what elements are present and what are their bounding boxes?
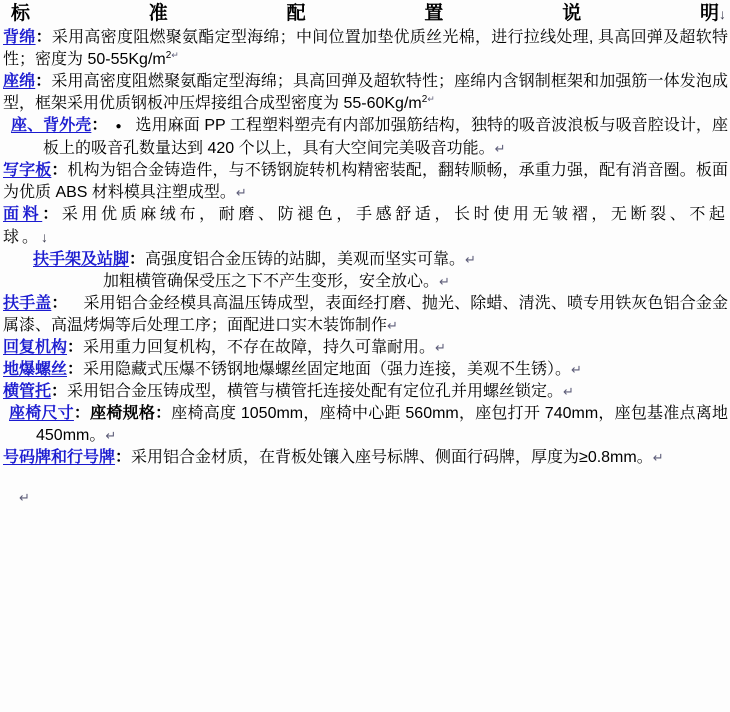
- section-body: 选用麻面 PP 工程塑料塑壳有内部加强筋结构，独特的吸音波浪板与吸音腔设计，座板上的吸音孔数量达到 420 个以上，具有大空间完美吸音功能。: [43, 117, 728, 157]
- section-tube-bracket: 横管托：采用铝合金压铸成型，横管与横管托连接处配有定位孔并用螺丝锁定。↵: [3, 383, 574, 400]
- section-body: 采用铝合金压铸成型，横管与横管托连接处配有定位孔并用螺丝锁定。: [67, 383, 564, 400]
- section-floor-bolt: 地爆螺丝：采用隐藏式压爆不锈钢地爆螺丝固定地面（强力连接，美观不生锈）。↵: [3, 361, 582, 378]
- section-label: 座、背外壳: [11, 117, 92, 134]
- section-body: 采用铝合金经模具高温压铸成型，表面经打磨、抛光、除蜡、清洗、喷专用铁灰色铝合金金属漆、高温烤焗等后处理工序；面配进口实木装饰制作: [3, 295, 728, 334]
- section-body: 采用高密度阻燃聚氨酯定型海绵；具高回弹及超软特性；座绵内含钢制框架和加强筋一体发泡成型，框架采用优质钢板冲压焊接组合成型密度为 55-60Kg/m: [3, 73, 728, 112]
- section-body: 采用重力回复机构，不存在故障，持久可靠耐用。: [83, 339, 436, 356]
- section-body: 加粗横管确保受压之下不产生变形，安全放心。: [103, 273, 440, 290]
- section-label: 号码牌和行号牌: [3, 449, 116, 466]
- line-break-mark: ↓: [41, 229, 52, 245]
- paragraph-mark: ↵: [571, 362, 582, 377]
- paragraph-mark: ↵: [652, 450, 664, 465]
- paragraph-mark: ↵: [439, 274, 450, 289]
- section-body: 高强度铝合金压铸的站脚，美观而坚实可靠。: [145, 251, 466, 268]
- section-number-plates: 号码牌和行号牌：采用铝合金材质，在背板处镶入座号标牌、侧面行码牌，厚度为≥0.8mm。↵: [3, 449, 664, 466]
- section-label: 座绵: [3, 73, 36, 90]
- paragraph-mark: ↵: [427, 93, 435, 104]
- paragraph-mark: ↵: [435, 340, 446, 355]
- section-seat-foam: 座绵：采用高密度阻燃聚氨酯定型海绵；具高回弹及超软特性；座绵内含钢制框架和加强筋一体发泡成型，框架采用优质钢板冲压焊接组合成型密度为 $55-60Kg/m^{2↵}$: [3, 73, 728, 112]
- title-char: 配: [286, 3, 306, 24]
- section-writing-board: 写字板：机构为铝合金铸造件，与不锈钢旋转机构精密装配，翻转顺畅，承重力强，配有消音圈。板面为优质 ABS 材料模具注塑成型。↵: [3, 162, 728, 201]
- section-body: 采用高密度阻燃聚氨酯定型海绵；中间位置加垫优质丝光棉，进行拉线处理, 具高回弹及超软特性；密度为 50-55Kg/m: [3, 29, 728, 68]
- section-label: 背绵: [3, 29, 36, 46]
- title-char: 说: [562, 3, 582, 24]
- document-title: [3, 2, 728, 24]
- section-label: 地爆螺丝: [3, 361, 68, 378]
- title-char: 标: [11, 3, 31, 24]
- section-seat-dimensions: 座椅尺寸：座椅规格：座椅高度 1050mm，座椅中心距 560mm，座包打开 740mm，座包基准点离地 450mm。↵: [9, 405, 728, 444]
- section-label: 回复机构: [3, 339, 68, 356]
- section-body: 座椅高度 1050mm，座椅中心距 560mm，座包打开 740mm，座包基准点离地 450mm。: [36, 405, 728, 444]
- title-char: 准: [148, 3, 168, 24]
- paragraph-mark: ↵: [171, 49, 179, 60]
- title-char-last: 明↓: [699, 3, 726, 24]
- title-char: 置: [424, 3, 444, 24]
- section-label: 扶手盖: [3, 295, 52, 312]
- section-body: 采用铝合金材质，在背板处镶入座号标牌、侧面行码牌，厚度为≥0.8mm。: [131, 449, 653, 466]
- section-label: 面料: [3, 206, 43, 223]
- paragraph-mark: ↵: [105, 428, 117, 443]
- section-body: 采用隐藏式压爆不锈钢地爆螺丝固定地面（强力连接，美观不生锈）。: [83, 361, 572, 378]
- paragraph-mark: ↵: [19, 490, 30, 505]
- section-body: 采用优质麻绒布，耐磨、防褪色，手感舒适，长时使用无皱褶，无断裂、不起球。: [3, 206, 728, 246]
- paragraph-mark: ↵: [465, 252, 476, 267]
- paragraph-mark: ↵: [494, 141, 506, 156]
- paragraph-mark: ↵: [235, 185, 247, 200]
- paragraph-mark: ↵: [563, 384, 574, 399]
- section-shell: 座、背外壳： ● 选用麻面 PP 工程塑料塑壳有内部加强筋结构，独特的吸音波浪板与吸音腔设计，座板上的吸音孔数量达到 420 个以上，具有大空间完美吸音功能。↵: [11, 117, 728, 157]
- section-fabric: 面料：采用优质麻绒布，耐磨、防褪色，手感舒适，长时使用无皱褶，无断裂、不起球。↓: [3, 206, 728, 246]
- section-label: 扶手架及站脚: [33, 251, 130, 268]
- superscript: 2↵: [165, 49, 179, 61]
- section-back-foam: 背绵：采用高密度阻燃聚氨酯定型海绵；中间位置加垫优质丝光棉，进行拉线处理, 具高回弹及超软特性；密度为 $50-55Kg/m^{2↵}$: [3, 29, 728, 68]
- section-sublabel: 座椅规格：: [90, 405, 172, 422]
- bullet-icon: ●: [115, 121, 122, 132]
- trailing-paragraph-mark: [19, 487, 728, 509]
- paragraph-mark: ↵: [387, 318, 398, 333]
- line-break-mark: ↓: [719, 6, 726, 22]
- section-armrest-cover: 扶手盖： 采用铝合金经模具高温压铸成型，表面经打磨、抛光、除蜡、清洗、喷专用铁灰色铝合金金属漆、高温烤焗等后处理工序；面配进口实木装饰制作↵: [3, 295, 728, 334]
- section-armrest-frame-line2: [3, 271, 728, 293]
- section-armrest-frame: 扶手架及站脚：高强度铝合金压铸的站脚，美观而坚实可靠。↵: [33, 251, 476, 268]
- section-label: 座椅尺寸: [9, 405, 74, 422]
- section-label: 横管托: [3, 383, 52, 400]
- superscript: 2↵: [421, 93, 435, 105]
- section-label: 写字板: [3, 162, 52, 179]
- section-return-mechanism: 回复机构：采用重力回复机构，不存在故障，持久可靠耐用。↵: [3, 339, 446, 356]
- section-body: 机构为铝合金铸造件，与不锈钢旋转机构精密装配，翻转顺畅，承重力强，配有消音圈。板面为优质 ABS 材料模具注塑成型。: [3, 162, 728, 201]
